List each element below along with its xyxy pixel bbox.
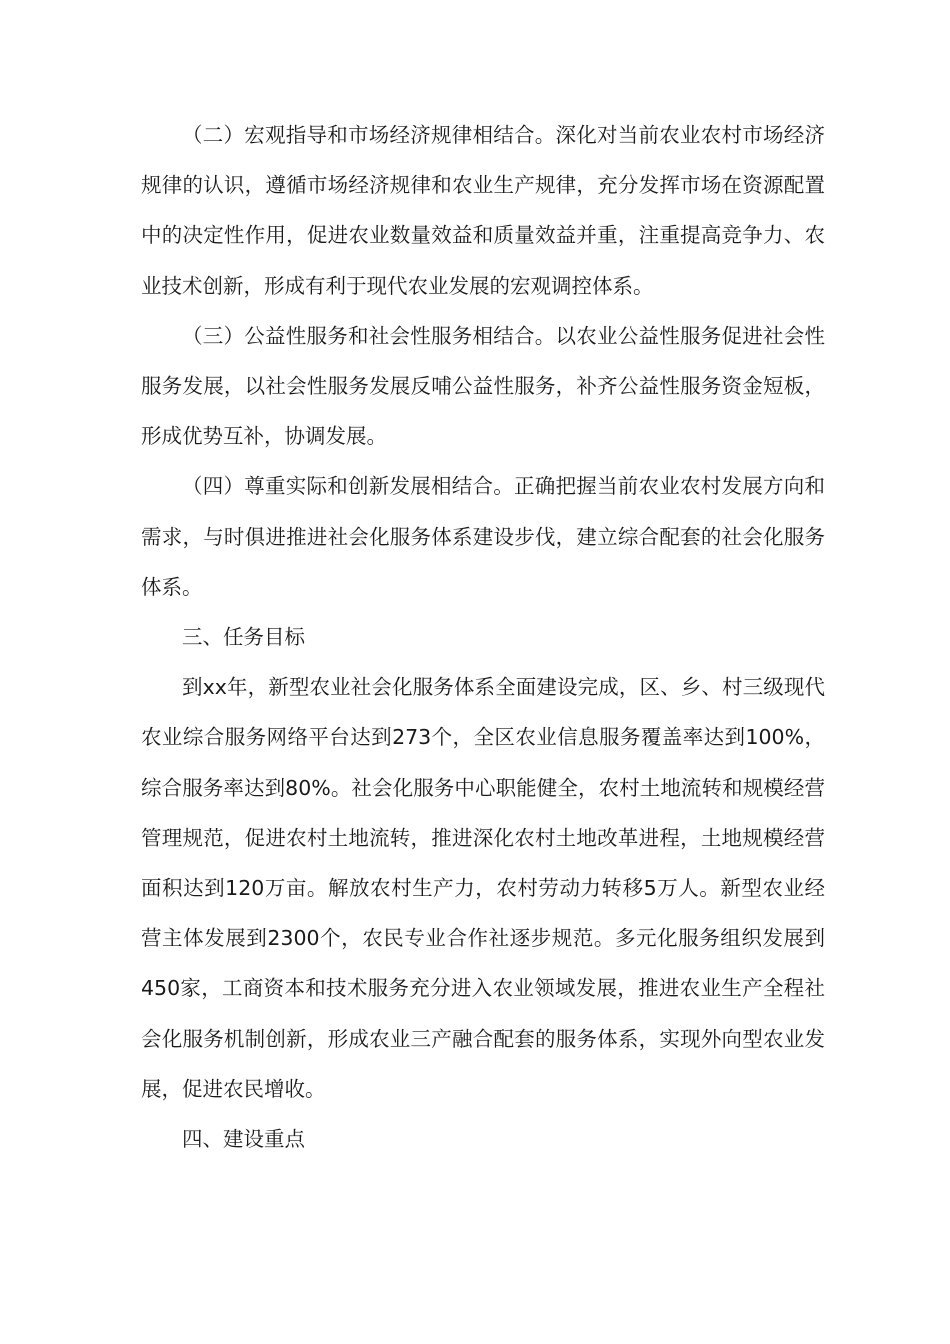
- paragraph-principle-2: （二）宏观指导和市场经济规律相结合。深化对当前农业农村市场经济规律的认识，遵循市场经济规律和农业生产规律，充分发挥市场在资源配置中的决定性作用，促进农业数量效益和质量效益并重，注重提高竞争力、农业技术创新，形成有利于现代农业发展的宏观调控体系。: [141, 123, 825, 298]
- paragraph-principle-4: （四）尊重实际和创新发展相结合。正确把握当前农业农村发展方向和需求，与时俱进推进社会化服务体系建设步伐，建立综合配套的社会化服务体系。: [141, 474, 825, 599]
- section-heading-task-goals: 三、任务目标: [182, 625, 305, 650]
- paragraph-task-goals: 到xx年，新型农业社会化服务体系全面建设完成，区、乡、村三级现代农业综合服务网络平台达到273个，全区农业信息服务覆盖率达到100%，综合服务率达到80%。社会化服务中心职能健全，农村土地流转和规模经营管理规范，促进农村土地流转，推进深化农村土地改革进程，土地规模经营面积达到120万亩。解放农村生产力，农村劳动力转移5万人。新型农业经营主体发展到2300个，农民专业合作社逐步规范。多元化服务组织发展到450家，工商资本和技术服务充分进入农业领域发展，推进农业生产全程社会化服务机制创新，形成农业三产融合配套的服务体系，实现外向型农业发展，促进农民增收。: [141, 675, 825, 1101]
- section-heading-construction-focus: 四、建设重点: [182, 1127, 305, 1152]
- document-body: [141, 110, 825, 1164]
- paragraph-principle-3: （三）公益性服务和社会性服务相结合。以农业公益性服务促进社会性服务发展，以社会性服务发展反哺公益性服务，补齐公益性服务资金短板，形成优势互补，协调发展。: [141, 323, 825, 449]
